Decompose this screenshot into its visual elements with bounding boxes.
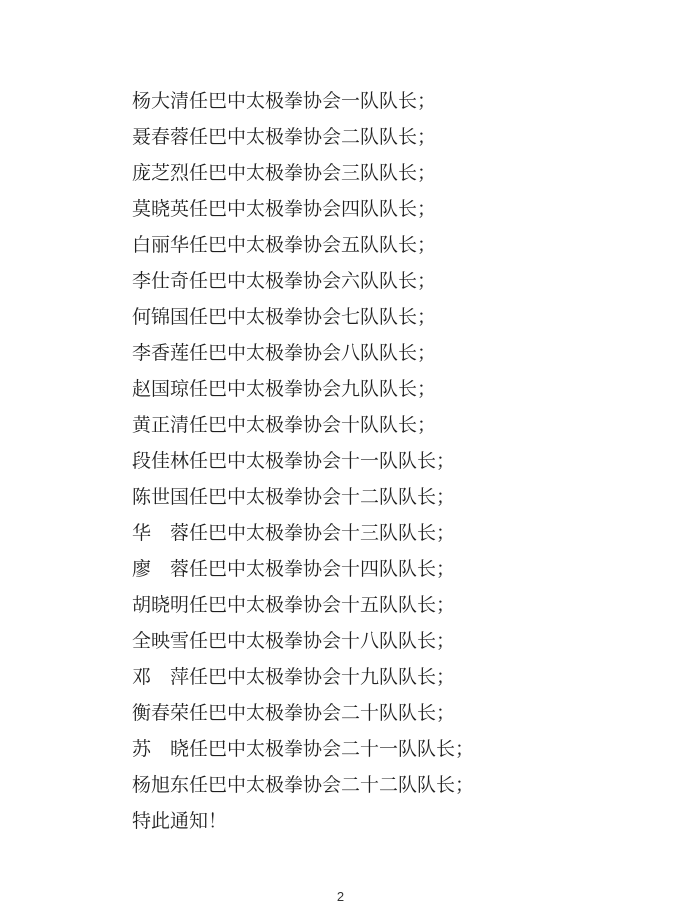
appointment-line: 杨大清任巴中太极拳协会一队队长； xyxy=(132,91,437,112)
appointment-line: 邓 萍任巴中太极拳协会十九队队长； xyxy=(132,667,456,688)
appointment-line: 苏 晓任巴中太极拳协会二十一队队长； xyxy=(132,739,475,760)
appointment-line: 莫晓英任巴中太极拳协会四队队长； xyxy=(132,199,437,220)
appointment-line: 李仕奇任巴中太极拳协会六队队长； xyxy=(132,271,437,292)
appointment-line: 黄正清任巴中太极拳协会十队队长； xyxy=(132,415,437,436)
appointment-line: 段佳林任巴中太极拳协会十一队队长； xyxy=(132,451,456,472)
closing-line: 特此通知！ xyxy=(132,811,228,832)
appointment-line: 华 蓉任巴中太极拳协会十三队队长； xyxy=(132,523,456,544)
appointment-line: 何锦国任巴中太极拳协会七队队长； xyxy=(132,307,437,328)
appointment-line: 全映雪任巴中太极拳协会十八队队长； xyxy=(132,631,456,652)
appointment-line: 白丽华任巴中太极拳协会五队队长； xyxy=(132,235,437,256)
appointment-line: 杨旭东任巴中太极拳协会二十二队队长； xyxy=(132,775,475,796)
appointment-line: 李香莲任巴中太极拳协会八队队长； xyxy=(132,343,437,364)
appointment-line: 廖 蓉任巴中太极拳协会十四队队长； xyxy=(132,559,456,580)
page-footer xyxy=(0,888,681,906)
appointment-line: 聂春蓉任巴中太极拳协会二队队长； xyxy=(132,127,437,148)
page-number: 2 xyxy=(336,889,345,904)
appointment-list xyxy=(132,84,641,840)
appointment-line: 胡晓明任巴中太极拳协会十五队队长； xyxy=(132,595,456,616)
appointment-line: 衡春荣任巴中太极拳协会二十队队长； xyxy=(132,703,456,724)
appointment-line: 陈世国任巴中太极拳协会十二队队长； xyxy=(132,487,456,508)
appointment-line: 庞芝烈任巴中太极拳协会三队队长； xyxy=(132,163,437,184)
appointment-line: 赵国琼任巴中太极拳协会九队队长； xyxy=(132,379,437,400)
